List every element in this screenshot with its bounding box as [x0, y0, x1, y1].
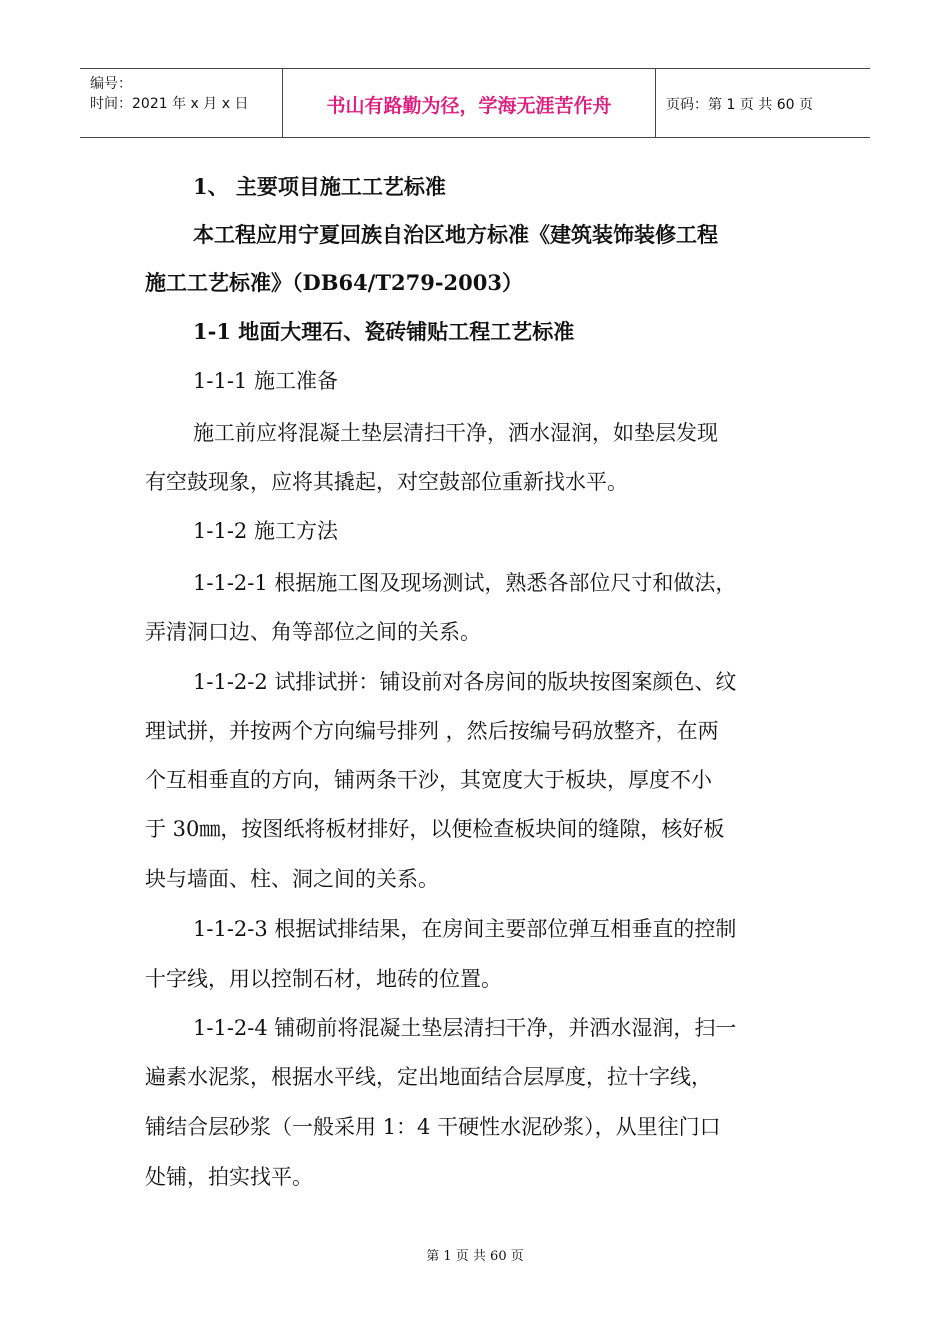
body-line: 弄清洞口边、角等部位之间的关系。 [145, 620, 481, 644]
body-line: 1-1-2-3 根据试排结果，在房间主要部位弹互相垂直的控制 [193, 917, 737, 941]
body-line: 处铺，拍实找平。 [145, 1165, 313, 1189]
body-line: 个互相垂直的方向，铺两条干沙，其宽度大于板块，厚度不小 [145, 768, 712, 792]
body-line: 施工工艺标准》（DB64/T279-2003） [145, 270, 523, 295]
body-line: 本工程应用宁夏回族自治区地方标准《建筑装饰装修工程 [193, 222, 718, 247]
header-page-info: 页码：第 1 页 共 60 页 [666, 97, 813, 113]
body-line: 施工前应将混凝土垫层清扫干净，洒水湿润，如垫层发现 [193, 421, 718, 445]
body-line: 块与墙面、柱、洞之间的关系。 [145, 867, 439, 891]
header-page-cell [656, 69, 870, 137]
body-line: 1-1-2 施工方法 [193, 519, 338, 543]
document-header [80, 68, 870, 138]
body-line: 有空鼓现象，应将其撬起，对空鼓部位重新找水平。 [145, 470, 628, 494]
body-line: 1、 主要项目施工工艺标准 [193, 174, 446, 199]
body-line: 1-1-1 施工准备 [193, 369, 338, 393]
header-meta-cell [80, 69, 283, 137]
body-line: 1-1-2-2 试排试拼：铺设前对各房间的版块按图案颜色、纹 [193, 670, 737, 694]
body-line: 遍素水泥浆，根据水平线，定出地面结合层厚度，拉十字线， [145, 1065, 712, 1089]
document-number-label: 编号： [90, 76, 132, 92]
body-line: 1-1-2-4 铺砌前将混凝土垫层清扫干净，并洒水湿润，扫一 [193, 1016, 737, 1040]
header-motto: 书山有路勤为径，学海无涯苦作舟 [326, 95, 612, 117]
page-footer: 第 1 页 共 60 页 [426, 1249, 524, 1264]
body-line: 1-1-2-1 根据施工图及现场测试，熟悉各部位尺寸和做法， [193, 571, 737, 595]
body-line: 于 30㎜，按图纸将板材排好，以便检查板块间的缝隙，核好板 [145, 817, 725, 841]
body-line: 十字线，用以控制石材，地砖的位置。 [145, 967, 502, 991]
header-motto-cell [283, 69, 656, 137]
body-line: 铺结合层砂浆（一般采用 1：4 干硬性水泥砂浆），从里往门口 [145, 1115, 721, 1139]
body-line: 理试拼，并按两个方向编号排列 ，然后按编号码放整齐，在两 [145, 719, 719, 743]
body-line: 1-1 地面大理石、瓷砖铺贴工程工艺标准 [193, 319, 575, 344]
document-date-label: 时间：2021 年 x 月 x 日 [90, 96, 249, 112]
